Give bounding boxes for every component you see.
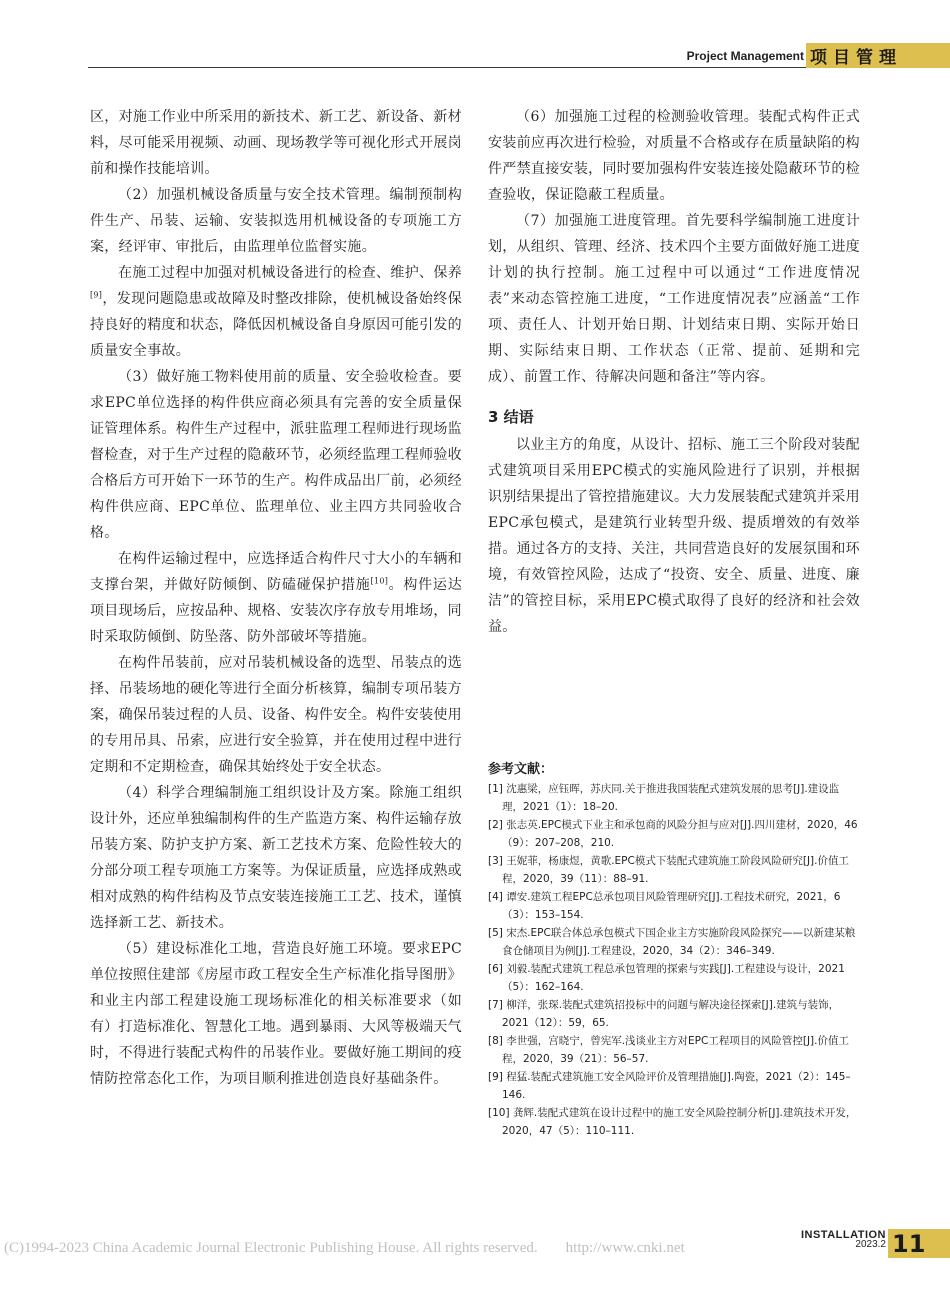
running-header [0,43,950,69]
reference-item: [3] 王妮菲，杨康煜，黄歌.EPC模式下装配式建筑施工阶段风险研究[J].价值工程，2020，39（11）：88–91. [488,855,849,885]
body-paragraph: （4）科学合理编制施工组织设计及方案。除施工组织设计外，还应单独编制构件的生产监造方案、构件运输存放吊装方案、防护支护方案、新工艺技术方案、危险性较大的分部分项工程专项施工方案等。为保证质量，应选择成熟或相对成熟的构件结构及节点安装连接施工工艺、技术，谨慎选择新工艺、新技术。 [90,785,462,931]
references-section [488,758,860,1141]
citation-marker: [9] [90,290,103,300]
cnki-watermark [0,1240,950,1257]
paragraph-text: 在施工过程中加强对机械设备进行的检查、维护、保养 [118,265,462,281]
references-title: 参考文献： [488,762,554,777]
paragraph-text: 。构件运达项目现场后，应按品种、规格、安装次序存放专用堆场，同时采取防倾倒、防坠落、防外部破坏等措施。 [90,577,462,645]
header-section-english: Project Management [686,49,804,63]
body-paragraph [90,260,462,364]
reference-item: [7] 柳洋，张琛.装配式建筑招投标中的问题与解决途径探索[J].建筑与装饰，2021（12）：59，65. [488,999,840,1029]
body-paragraph: （5）建设标准化工地，营造良好施工环境。要求EPC单位按照住建部《房屋市政工程安全生产标准化指导图册》和业主内部工程建设施工现场标准化的相关标准要求（如有）打造标准化、智慧化工地。遇到暴雨、大风等极端天气时，不得进行装配式构件的吊装作业。要做好施工期间的疫情防控常态化工作，为项目顺利推进创造良好基础条件。 [90,941,462,1087]
magazine-issue: 2023.2 [855,1239,886,1250]
body-paragraph: 在构件吊装前，应对吊装机械设备的选型、吊装点的选择、吊装场地的硬化等进行全面分析核算，编制专项吊装方案，确保吊装过程的人员、设备、构件安全。构件安装使用的专用吊具、吊索，应进行安全验算，并在使用过程中进行定期和不定期检查，确保其始终处于安全状态。 [90,655,462,775]
right-column [488,104,860,640]
body-paragraph [90,546,462,650]
left-column [90,104,462,1092]
reference-item: [10] 龚辉.装配式建筑在设计过程中的施工安全风险控制分析[J].建筑技术开发，2020，47（5）：110–111. [488,1107,857,1137]
body-paragraph: 区，对施工作业中所采用的新技术、新工艺、新设备、新材料，尽可能采用视频、动画、现场教学等可视化形式开展岗前和操作技能培训。 [90,109,462,177]
reference-item: [8] 李世强，宫晓宁，曾宪军.浅谈业主方对EPC工程项目的风险管控[J].价值工程，2020，39（21）：56–57. [488,1035,849,1065]
page-number: 11 [892,1229,926,1258]
body-paragraph: （2）加强机械设备质量与安全技术管理。编制预制构件生产、吊装、运输、安装拟选用机械设备的专项施工方案，经评审、审批后，由监理单位监督实施。 [90,187,462,255]
reference-item: [2] 张志英.EPC模式下业主和承包商的风险分担与应对[J].四川建材，2020，46（9）：207–208，210. [488,819,858,849]
body-paragraph: （7）加强施工进度管理。首先要科学编制施工进度计划，从组织、管理、经济、技术四个主要方面做好施工进度计划的执行控制。施工过程中可以通过“工作进度情况表”来动态管控施工进度，“工作进度情况表”应涵盖“工作项、责任人、计划开始日期、计划结束日期、实际开始日期、实际结束日期、工作状态（正常、提前、延期和完成）、前置工作、待解决问题和备注”等内容。 [488,213,860,385]
section-heading: 3 结语 [488,408,534,426]
reference-item: [6] 刘毅.装配式建筑工程总承包管理的探索与实践[J].工程建设与设计，2021（5）：162–164. [488,963,845,993]
header-section-box [806,43,950,68]
reference-item: [4] 谭安.建筑工程EPC总承包项目风险管理研究[J].工程技术研究，2021，6（3）：153–154. [488,891,841,921]
paragraph-text: 在构件运输过程中，应选择适合构件尺寸大小的车辆和支撑台架，并做好防倾倒、防磕碰保护措施 [90,551,462,593]
body-paragraph: 以业主方的角度，从设计、招标、施工三个阶段对装配式建筑项目采用EPC模式的实施风险进行了识别，并根据识别结果提出了管控措施建议。大力发展装配式建筑并采用EPC承包模式，是建筑行业转型升级、提质增效的有效举措。通过各方的支持、关注，共同营造良好的发展氛围和环境，有效管控风险，达成了“投资、安全、质量、进度、廉洁”的管控目标，采用EPC模式取得了良好的经济和社会效益。 [488,437,860,635]
reference-item: [9] 程猛.装配式建筑施工安全风险评价及管理措施[J].陶瓷，2021（2）：145–146. [488,1071,851,1101]
paragraph-text: ，发现问题隐患或故障及时整改排除，使机械设备始终保持良好的精度和状态，降低因机械设备自身原因可能引发的质量安全事故。 [90,291,462,359]
reference-item: [1] 沈惠梁，应钰晖，苏庆同.关于推进我国装配式建筑发展的思考[J].建设监理，2021（1）：18–20. [488,783,840,813]
watermark-copyright: (C)1994-2023 China Academic Journal Electronic Publishing House. All rights reserved. [4,1240,538,1256]
header-section-chinese: 项目管理 [810,48,902,68]
reference-item: [5] 宋杰.EPC联合体总承包模式下国企业主方实施阶段风险探究——以新建某粮食仓储项目为例[J].工程建设，2020，34（2）：346–349. [488,927,856,957]
body-paragraph: （6）加强施工过程的检测验收管理。装配式构件正式安装前应再次进行检验，对质量不合格或存在质量缺陷的构件严禁直接安装，同时要加强构件安装连接处隐蔽环节的检查验收，保证隐蔽工程质量。 [488,109,860,203]
citation-marker: [10] [370,576,389,586]
watermark-url: http://www.cnki.net [565,1240,685,1256]
magazine-name: INSTALLATION [800,1229,886,1241]
body-paragraph: （3）做好施工物料使用前的质量、安全验收检查。要求EPC单位选择的构件供应商必须具有完善的安全质量保证管理体系。构件生产过程中，派驻监理工程师进行现场监督检查，对于生产过程的隐蔽环节，必须经监理工程师验收合格后方可开始下一环节的生产。构件成品出厂前，必须经构件供应商、EPC单位、监理单位、业主四方共同验收合格。 [90,369,462,541]
